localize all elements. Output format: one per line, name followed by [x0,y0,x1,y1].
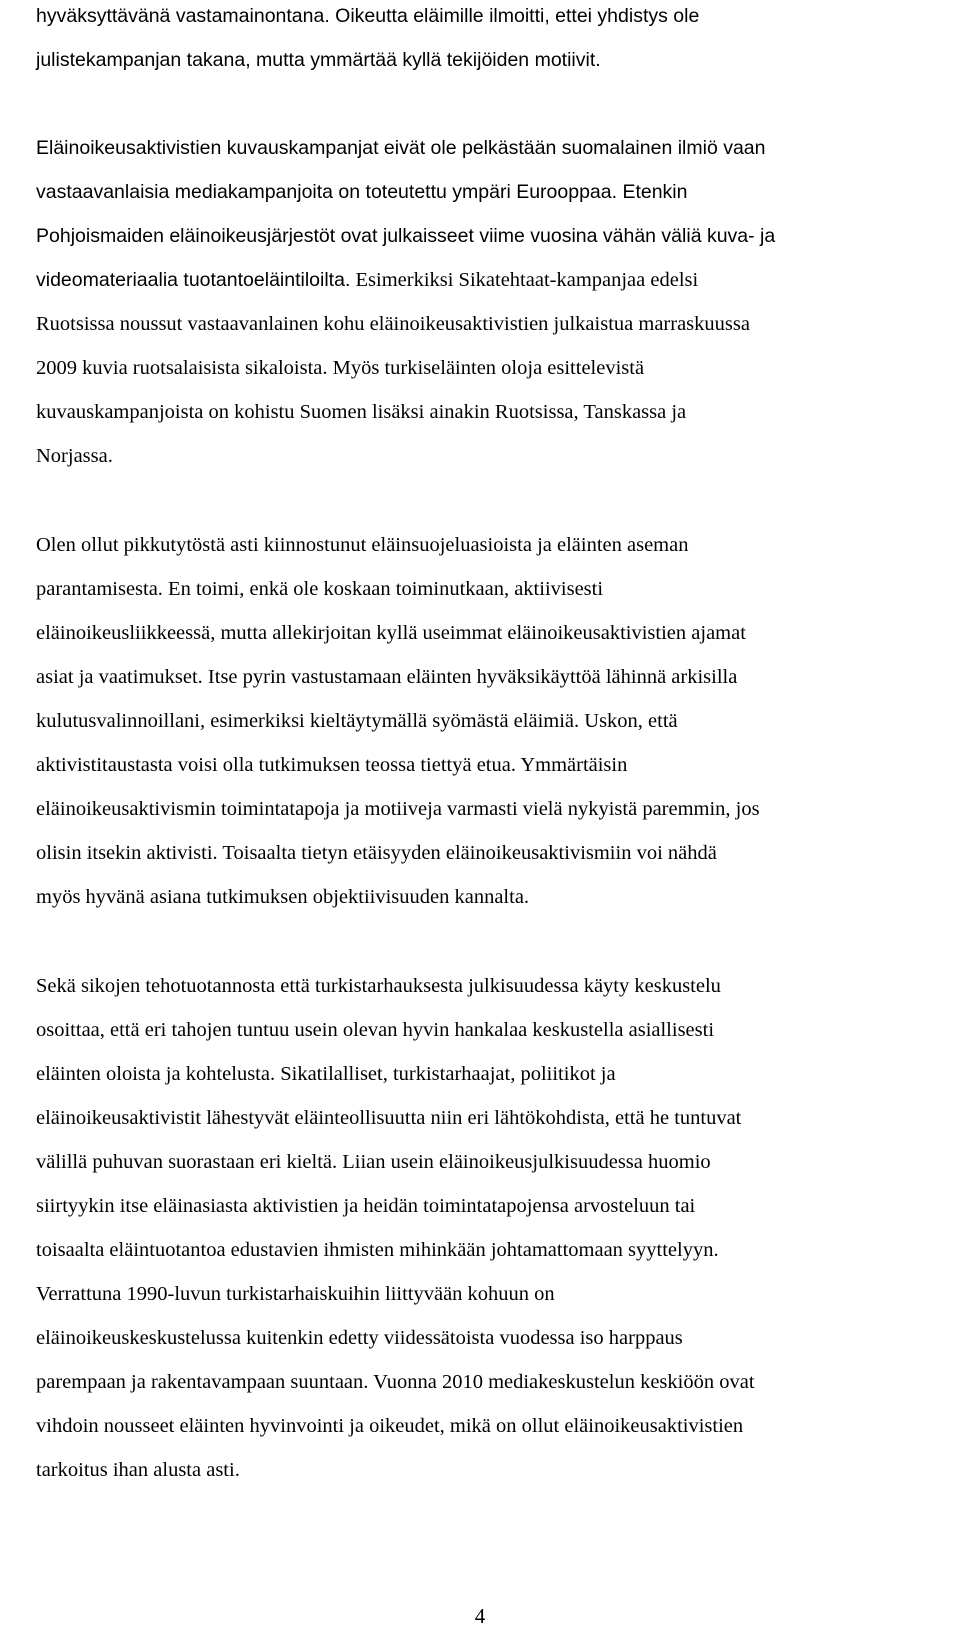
text-segment: Pohjoismaiden eläinoikeusjärjestöt ovat julkaisseet viime vuosina vähän väliä kuva- ja [36,225,776,247]
text-line [36,567,760,611]
text-line [36,214,775,258]
text-segment: olisin itsekin aktivisti. Toisaalta tietyn etäisyyden eläinoikeusaktivismiin voi nähdä [36,842,717,864]
text-line [36,1404,755,1448]
text-line [36,38,699,82]
text-segment: tarkoitus ihan alusta asti. [36,1459,240,1481]
text-segment: kulutusvalinnoillani, esimerkiksi kieltäytymällä syömästä eläimiä. Uskon, että [36,710,678,732]
text-line [36,346,775,390]
text-line [36,1008,755,1052]
text-segment: toisaalta eläintuotantoa edustavien ihmisten mihinkään johtamattomaan syyttelyyn. [36,1239,719,1261]
text-segment: Norjassa. [36,445,113,467]
text-line [36,1316,755,1360]
text-line [36,1228,755,1272]
text-segment: välillä puhuvan suorastaan eri kieltä. Liian usein eläinoikeusjulkisuudessa huomio [36,1151,711,1173]
text-segment: myös hyvänä asiana tutkimuksen objektiivisuuden kannalta. [36,886,530,908]
paragraph-3 [36,523,760,919]
text-segment: vastaavanlaisia mediakampanjoita on toteutettu ympäri Eurooppaa. Etenkin [36,181,688,203]
text-line [36,1140,755,1184]
text-segment: Olen ollut pikkutytöstä asti kiinnostunut eläinsuojeluasioista ja eläinten aseman [36,534,689,556]
text-segment: kuvauskampanjoista on kohistu Suomen lisäksi ainakin Ruotsissa, Tanskassa ja [36,401,687,423]
text-line [36,1184,755,1228]
text-segment: vihdoin nousseet eläinten hyvinvointi ja oikeudet, mikä on ollut eläinoikeusaktivistien [36,1415,744,1437]
text-segment: Verrattuna 1990-luvun turkistarhaiskuihin liittyvään kohuun on [36,1283,555,1305]
text-line [36,875,760,919]
text-segment: eläinoikeusaktivismin toimintatapoja ja motiiveja varmasti vielä nykyistä paremmin, jos [36,798,760,820]
text-line [36,434,775,478]
text-segment: asiat ja vaatimukset. Itse pyrin vastustamaan eläinten hyväksikäyttöä lähinnä arkisilla [36,666,738,688]
text-segment: osoittaa, että eri tahojen tuntuu usein olevan hyvin hankalaa keskustella asiallisesti [36,1019,715,1041]
text-segment: aktivistitaustasta voisi olla tutkimuksen teossa tiettyä etua. Ymmärtäisin [36,754,628,776]
text-segment: hyväksyttävänä vastamainontana. Oikeutta eläimille ilmoitti, ettei yhdistys ole [36,5,700,27]
text-line [36,523,760,567]
text-line [36,390,775,434]
text-line [36,302,775,346]
text-line [36,0,699,38]
text-line [36,1052,755,1096]
text-segment: parempaan ja rakentavampaan suuntaan. Vuonna 2010 mediakeskustelun keskiöön ovat [36,1371,755,1393]
text-segment: eläinoikeusliikkeessä, mutta allekirjoitan kyllä useimmat eläinoikeusaktivistien ajamat [36,622,746,644]
text-line [36,126,775,170]
text-segment: Eläinoikeusaktivistien kuvauskampanjat eivät ole pelkästään suomalainen ilmiö vaan [36,137,766,159]
paragraph-2 [36,126,775,478]
text-line [36,1448,755,1492]
text-line [36,170,775,214]
text-line [36,831,760,875]
text-segment: Ruotsissa noussut vastaavanlainen kohu eläinoikeusaktivistien julkaistua marraskuussa [36,313,750,335]
paragraph-4 [36,964,755,1492]
text-line [36,655,760,699]
paragraph-1 [36,0,699,82]
text-segment: eläinoikeuskeskustelussa kuitenkin edetty viidessätoista vuodessa iso harppaus [36,1327,683,1349]
text-line [36,743,760,787]
text-segment: eläinten oloista ja kohtelusta. Sikatilalliset, turkistarhaajat, poliitikot ja [36,1063,616,1085]
text-segment: Esimerkiksi Sikatehtaat-kampanjaa edelsi [350,269,699,291]
text-line [36,699,760,743]
text-segment: julistekampanjan takana, mutta ymmärtää kyllä tekijöiden motiivit. [36,49,601,71]
text-line [36,1096,755,1140]
text-line [36,1272,755,1316]
text-line [36,964,755,1008]
text-segment: siirtyykin itse eläinasiasta aktivistien ja heidän toimintatapojensa arvosteluun tai [36,1195,696,1217]
text-line [36,1360,755,1404]
text-segment: videomateriaalia tuotantoeläintiloilta. [36,269,351,291]
text-segment: eläinoikeusaktivistit lähestyvät eläinteollisuutta niin eri lähtökohdista, että he tuntuvat [36,1107,742,1129]
text-line [36,787,760,831]
text-segment: Sekä sikojen tehotuotannosta että turkistarhauksesta julkisuudessa käyty keskustelu [36,975,721,997]
text-line [36,258,775,302]
text-segment: parantamisesta. En toimi, enkä ole koskaan toiminutkaan, aktiivisesti [36,578,604,600]
text-segment: 2009 kuvia ruotsalaisista sikaloista. Myös turkiseläinten oloja esittelevistä [36,357,645,379]
text-line [36,611,760,655]
page-number: 4 [474,1604,486,1628]
